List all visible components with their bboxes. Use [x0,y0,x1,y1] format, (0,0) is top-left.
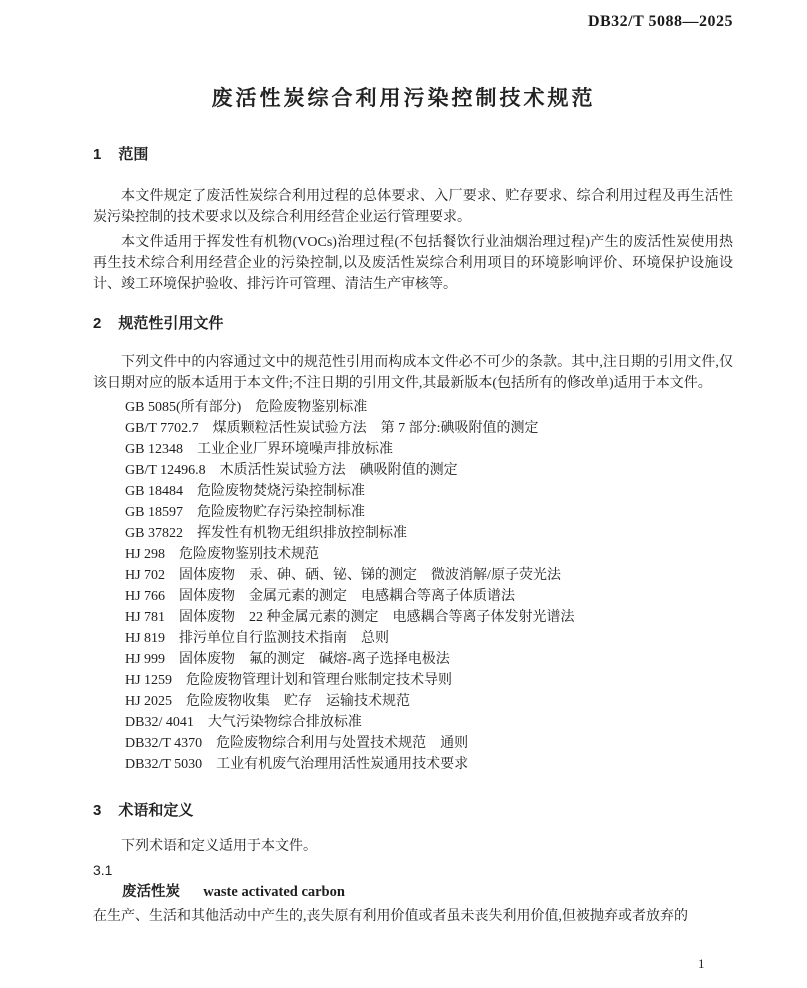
reference-item: DB32/T 5030 工业有机废气治理用活性炭通用技术要求 [125,757,469,772]
terms-intro: 下列术语和定义适用于本文件。 [121,839,317,854]
standard-code: DB32/T 5088—2025 [587,13,733,30]
section-1-title: 范围 [118,146,149,163]
reference-item: HJ 702 固体废物 汞、砷、硒、铋、锑的测定 微波消解/原子荧光法 [125,568,561,583]
scope-paragraph-2: 本文件适用于挥发性有机物(VOCs)治理过程(不包括餐饮行业油烟治理过程)产生的废活性炭使用热再生技术综合利用经营企业的污染控制,以及废活性炭综合利用项目的环境影响评价、环境保护设施设计、竣工环境保护验收、排污许可管理、清洁生产审核等。 [93,235,733,292]
reference-item: HJ 781 固体废物 22 种金属元素的测定 电感耦合等离子体发射光谱法 [125,610,575,625]
term-definition: 在生产、生活和其他活动中产生的,丧失原有利用价值或者虽未丧失利用价值,但被抛弃或者放弃的 [93,909,688,924]
reference-item: GB 5085(所有部分) 危险废物鉴别标准 [125,400,368,415]
section-2-heading [93,315,733,332]
term-chinese: 废活性炭 [122,884,180,900]
reference-item: GB 37822 挥发性有机物无组织排放控制标准 [125,526,407,541]
section-1-heading [93,146,733,163]
reference-item: DB32/ 4041 大气污染物综合排放标准 [125,715,362,730]
reference-item: HJ 2025 危险废物收集 贮存 运输技术规范 [125,694,411,709]
section-2-title: 规范性引用文件 [118,315,224,332]
reference-item: HJ 1259 危险废物管理计划和管理台账制定技术导则 [125,673,453,688]
normative-references-intro: 下列文件中的内容通过文中的规范性引用而构成本文件必不可少的条款。其中,注日期的引用文件,仅该日期对应的版本适用于本文件;不注日期的引用文件,其最新版本(包括所有的修改单)适用于本文件。 [93,355,733,391]
reference-item: HJ 766 固体废物 金属元素的测定 电感耦合等离子体质谱法 [125,589,516,604]
document-body [93,146,733,941]
reference-item: HJ 999 固体废物 氟的测定 碱熔-离子选择电极法 [125,652,450,667]
reference-item: GB 12348 工业企业厂界环境噪声排放标准 [125,442,393,457]
reference-item: GB/T 7702.7 煤质颗粒活性炭试验方法 第 7 部分:碘吸附值的测定 [125,421,539,436]
reference-item: HJ 819 排污单位自行监测技术指南 总则 [125,631,390,646]
section-3-heading [93,802,733,819]
normative-references-list [93,397,733,775]
clause-number-3-1: 3.1 [93,862,113,878]
term-english: waste activated carbon [203,884,345,900]
reference-item: GB 18484 危险废物焚烧污染控制标准 [125,484,365,499]
reference-item: DB32/T 4370 危险废物综合利用与处置技术规范 通则 [125,736,469,751]
page-number: 1 [698,956,705,971]
reference-item: GB 18597 危险废物贮存污染控制标准 [125,505,365,520]
scope-paragraph-1: 本文件规定了废活性炭综合利用过程的总体要求、入厂要求、贮存要求、综合利用过程及再生活性炭污染控制的技术要求以及综合利用经营企业运行管理要求。 [93,189,733,225]
section-2-number: 2 [93,315,102,332]
term-entry [93,882,733,903]
document-title: 废活性炭综合利用污染控制技术规范 [211,87,596,110]
reference-item: HJ 298 危险废物鉴别技术规范 [125,547,320,562]
section-1-number: 1 [93,146,102,163]
section-3-title: 术语和定义 [118,802,194,819]
reference-item: GB/T 12496.8 木质活性炭试验方法 碘吸附值的测定 [125,463,458,478]
section-3-number: 3 [93,802,102,819]
